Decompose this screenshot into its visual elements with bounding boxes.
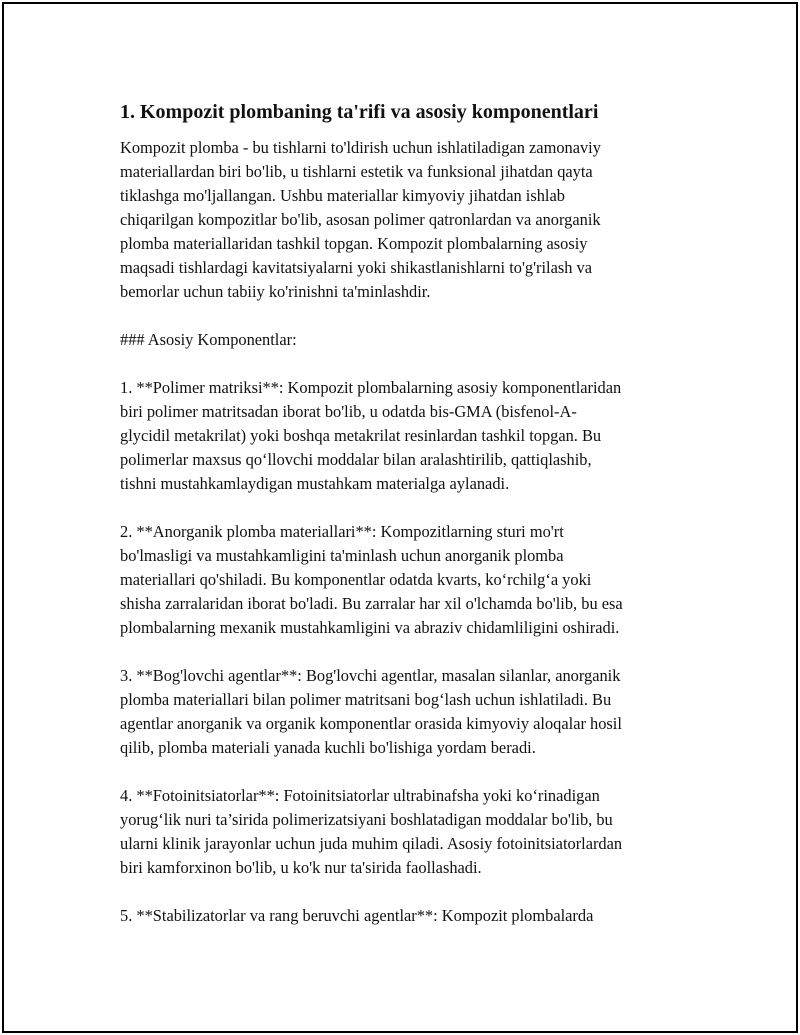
paragraph-intro: [120, 136, 680, 304]
text-line: 5. **Stabilizatorlar va rang beruvchi agentlar**: Kompozit plombalarda: [120, 906, 594, 925]
list-item-2: [120, 520, 680, 640]
document-body: [120, 100, 680, 952]
text-line: agentlar anorganik va organik komponentlar orasida kimyoviy aloqalar hosil: [120, 714, 622, 733]
list-item-1: [120, 376, 680, 496]
list-item-4: [120, 784, 680, 880]
text-line: plomba materiallaridan tashkil topgan. Kompozit plombalarning asosiy: [120, 234, 588, 253]
document-heading: 1. Kompozit plombaning ta'rifi va asosiy komponentlari: [120, 101, 599, 123]
text-line: maqsadi tishlardagi kavitatsiyalarni yoki shikastlanishlarni to'g'rilash va: [120, 258, 593, 277]
text-line: 1. **Polimer matriksi**: Kompozit plombalarning asosiy komponentlaridan: [120, 378, 622, 397]
list-item-3: [120, 664, 680, 760]
text-line: plombalarning mexanik mustahkamligini va abraziv chidamliligini oshiradi.: [120, 618, 620, 637]
text-line: Kompozit plomba - bu tishlarni to'ldirish uchun ishlatiladigan zamonaviy: [120, 138, 601, 157]
text-line: bemorlar uchun tabiiy ko'rinishni ta'minlashdir.: [120, 282, 431, 301]
text-line: ularni klinik jarayonlar uchun juda muhim qiladi. Asosiy fotoinitsiatorlardan: [120, 834, 623, 853]
text-line: materiallardan biri bo'lib, u tishlarni estetik va funksional jihatdan qayta: [120, 162, 593, 181]
text-line: shisha zarralaridan iborat bo'ladi. Bu zarralar har xil o'lchamda bo'lib, bu esa: [120, 594, 623, 613]
text-line: polimerlar maxsus qo‘llovchi moddalar bilan aralashtirilib, qattiqlashib,: [120, 450, 592, 469]
text-line: tiklashga mo'ljallangan. Ushbu materiallar kimyoviy jihatdan ishlab: [120, 186, 565, 205]
text-line: plomba materiallari bilan polimer matritsani bog‘lash uchun ishlatiladi. Bu: [120, 690, 612, 709]
text-line: biri polimer matritsadan iborat bo'lib, u odatda bis-GMA (bisfenol-A-: [120, 402, 577, 421]
text-line: yorug‘lik nuri ta’sirida polimerizatsiyani boshlatadigan moddalar bo'lib, bu: [120, 810, 613, 829]
text-line: materiallari qo'shiladi. Bu komponentlar odatda kvarts, ko‘rchilg‘a yoki: [120, 570, 592, 589]
page-frame: [2, 2, 798, 1033]
text-line: bo'lmasligi va mustahkamligini ta'minlash uchun anorganik plomba: [120, 546, 564, 565]
text-line: 4. **Fotoinitsiatorlar**: Fotoinitsiatorlar ultrabinafsha yoki ko‘rinadigan: [120, 786, 600, 805]
text-line: glycidil metakrilat) yoki boshqa metakrilat resinlardan tashkil topgan. Bu: [120, 426, 602, 445]
text-line: 3. **Bog'lovchi agentlar**: Bog'lovchi agentlar, masalan silanlar, anorganik: [120, 666, 621, 685]
section-subheading: [120, 328, 680, 352]
text-line: tishni mustahkamlaydigan mustahkam materialga aylanadi.: [120, 474, 510, 493]
list-item-5: [120, 904, 680, 928]
text-line: chiqarilgan kompozitlar bo'lib, asosan polimer qatronlardan va anorganik: [120, 210, 601, 229]
text-line: 2. **Anorganik plomba materiallari**: Kompozitlarning sturi mo'rt: [120, 522, 564, 541]
text-line: biri kamforxinon bo'lib, u ko'k nur ta'sirida faollashadi.: [120, 858, 482, 877]
text-line: qilib, plomba materiali yanada kuchli bo'lishiga yordam beradi.: [120, 738, 536, 757]
text-line: ### Asosiy Komponentlar:: [120, 330, 297, 349]
